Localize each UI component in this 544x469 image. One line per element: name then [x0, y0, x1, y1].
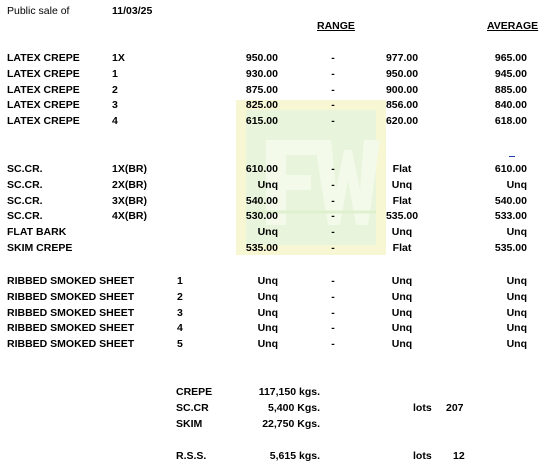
scrap-crepe-average: 540.00	[494, 195, 527, 207]
latex-crepe-average: 965.00	[494, 52, 527, 64]
scrap-crepe-range-low: 530.00	[245, 210, 278, 222]
latex-crepe-average: 840.00	[494, 99, 527, 111]
latex-crepe-range-low: 930.00	[245, 68, 278, 80]
scrap-crepe-range-high: 535.00	[385, 210, 419, 222]
latex-crepe-range-low: 615.00	[245, 115, 278, 127]
header-title: Public sale of	[7, 5, 70, 17]
rss-average: Unq	[506, 322, 527, 334]
latex-crepe-range-high: 900.00	[385, 84, 419, 96]
rss-grade: 2	[177, 291, 183, 303]
lots-label-2: lots	[413, 450, 432, 462]
latex-crepe-range-low: 825.00	[245, 99, 278, 111]
latex-crepe-range-dash: -	[331, 115, 335, 127]
latex-crepe-range-high: 856.00	[385, 99, 419, 111]
latex-crepe-grade: 3	[112, 99, 118, 111]
scrap-crepe-average: 610.00	[494, 163, 527, 175]
latex-crepe-range-dash: -	[331, 84, 335, 96]
rss-grade: 5	[177, 338, 183, 350]
scrap-crepe-name: FLAT BARK	[7, 226, 67, 238]
latex-crepe-range-dash: -	[331, 99, 335, 111]
scrap-crepe-range-low: Unq	[257, 226, 278, 238]
rss-range-low: Unq	[257, 291, 278, 303]
average-heading: AVERAGE	[487, 20, 539, 32]
rss-name: RIBBED SMOKED SHEET	[7, 307, 135, 319]
rss-range-low: Unq	[257, 338, 278, 350]
rss-name: RIBBED SMOKED SHEET	[7, 291, 135, 303]
rss-range-high: Unq	[391, 275, 413, 287]
scrap-crepe-average: 533.00	[494, 210, 527, 222]
rss-average: Unq	[506, 307, 527, 319]
rss-average: Unq	[506, 338, 527, 350]
rss-name: RIBBED SMOKED SHEET	[7, 322, 135, 334]
latex-crepe-name: LATEX CREPE	[7, 68, 80, 80]
scrap-crepe-range-low: 535.00	[245, 242, 278, 254]
scrap-crepe-name: SC.CR.	[7, 163, 43, 175]
rss-range-dash: -	[331, 338, 335, 350]
scrap-crepe-average: 535.00	[494, 242, 527, 254]
latex-crepe-range-high: 950.00	[385, 68, 419, 80]
scrap-crepe-range-high: Flat	[392, 163, 412, 175]
rss-range-low: Unq	[257, 307, 278, 319]
latex-crepe-grade: 1	[112, 68, 118, 80]
lots-value-2: 12	[453, 450, 465, 462]
latex-crepe-range-high: 620.00	[385, 115, 419, 127]
latex-crepe-range-low: 875.00	[245, 84, 278, 96]
latex-crepe-range-dash: -	[331, 68, 335, 80]
scrap-crepe-range-low: Unq	[257, 179, 278, 191]
lots-label-1: lots	[413, 402, 432, 414]
rss-average: Unq	[506, 275, 527, 287]
rss-total-label: R.S.S.	[176, 450, 207, 462]
scrap-crepe-range-high: Unq	[391, 226, 413, 238]
rss-range-dash: -	[331, 291, 335, 303]
latex-crepe-grade: 2	[112, 84, 118, 96]
crepe-total-label: CREPE	[176, 386, 213, 398]
latex-crepe-name: LATEX CREPE	[7, 115, 80, 127]
latex-crepe-name: LATEX CREPE	[7, 52, 80, 64]
rss-name: RIBBED SMOKED SHEET	[7, 338, 135, 350]
scrap-crepe-range-dash: -	[331, 163, 335, 175]
sccr-total-label: SC.CR	[176, 402, 209, 414]
latex-crepe-grade: 1X	[112, 52, 125, 64]
scrap-crepe-range-low: 540.00	[245, 195, 278, 207]
skim-total-label: SKIM	[176, 418, 203, 430]
scrap-crepe-average: Unq	[506, 179, 527, 191]
rss-range-high: Unq	[391, 291, 413, 303]
rss-range-dash: -	[331, 275, 335, 287]
rss-range-low: Unq	[257, 322, 278, 334]
rss-grade: 4	[177, 322, 183, 334]
scrap-crepe-range-dash: -	[331, 179, 335, 191]
latex-crepe-average: 885.00	[494, 84, 527, 96]
scrap-crepe-range-dash: -	[331, 210, 335, 222]
blue-tick-mark	[509, 156, 515, 157]
scrap-crepe-name: SC.CR.	[7, 195, 43, 207]
latex-crepe-range-low: 950.00	[245, 52, 278, 64]
scrap-crepe-range-dash: -	[331, 242, 335, 254]
rss-range-low: Unq	[257, 275, 278, 287]
scrap-crepe-grade: 1X(BR)	[112, 163, 148, 175]
sccr-total-qty: 5,400 Kgs.	[268, 402, 320, 414]
scrap-crepe-name: SKIM CREPE	[7, 242, 73, 254]
latex-crepe-average: 618.00	[494, 115, 527, 127]
scrap-crepe-range-dash: -	[331, 226, 335, 238]
range-heading: RANGE	[317, 20, 355, 32]
rss-range-high: Unq	[391, 307, 413, 319]
latex-crepe-name: LATEX CREPE	[7, 99, 80, 111]
rss-grade: 3	[177, 307, 183, 319]
scrap-crepe-range-high: Unq	[391, 179, 413, 191]
scrap-crepe-name: SC.CR.	[7, 179, 43, 191]
skim-total-qty: 22,750 Kgs.	[262, 418, 320, 430]
latex-crepe-name: LATEX CREPE	[7, 84, 80, 96]
scrap-crepe-average: Unq	[506, 226, 527, 238]
rss-name: RIBBED SMOKED SHEET	[7, 275, 135, 287]
latex-crepe-range-high: 977.00	[385, 52, 419, 64]
rss-total-qty: 5,615 kgs.	[269, 450, 320, 462]
crepe-total-qty: 117,150 kgs.	[258, 386, 320, 398]
scrap-crepe-grade: 3X(BR)	[112, 195, 148, 207]
rss-range-high: Unq	[391, 322, 413, 334]
rss-range-dash: -	[331, 322, 335, 334]
scrap-crepe-range-high: Flat	[392, 195, 412, 207]
scrap-crepe-grade: 4X(BR)	[112, 210, 148, 222]
rss-range-high: Unq	[391, 338, 413, 350]
scrap-crepe-grade: 2X(BR)	[112, 179, 148, 191]
lots-value-1: 207	[446, 402, 464, 414]
rss-range-dash: -	[331, 307, 335, 319]
sale-date: 11/03/25	[112, 5, 153, 17]
scrap-crepe-range-high: Flat	[392, 242, 412, 254]
latex-crepe-grade: 4	[112, 115, 118, 127]
latex-crepe-range-dash: -	[331, 52, 335, 64]
scrap-crepe-range-dash: -	[331, 195, 335, 207]
latex-crepe-average: 945.00	[494, 68, 527, 80]
rss-average: Unq	[506, 291, 527, 303]
scrap-crepe-range-low: 610.00	[245, 163, 278, 175]
rss-grade: 1	[177, 275, 183, 287]
scrap-crepe-name: SC.CR.	[7, 210, 43, 222]
